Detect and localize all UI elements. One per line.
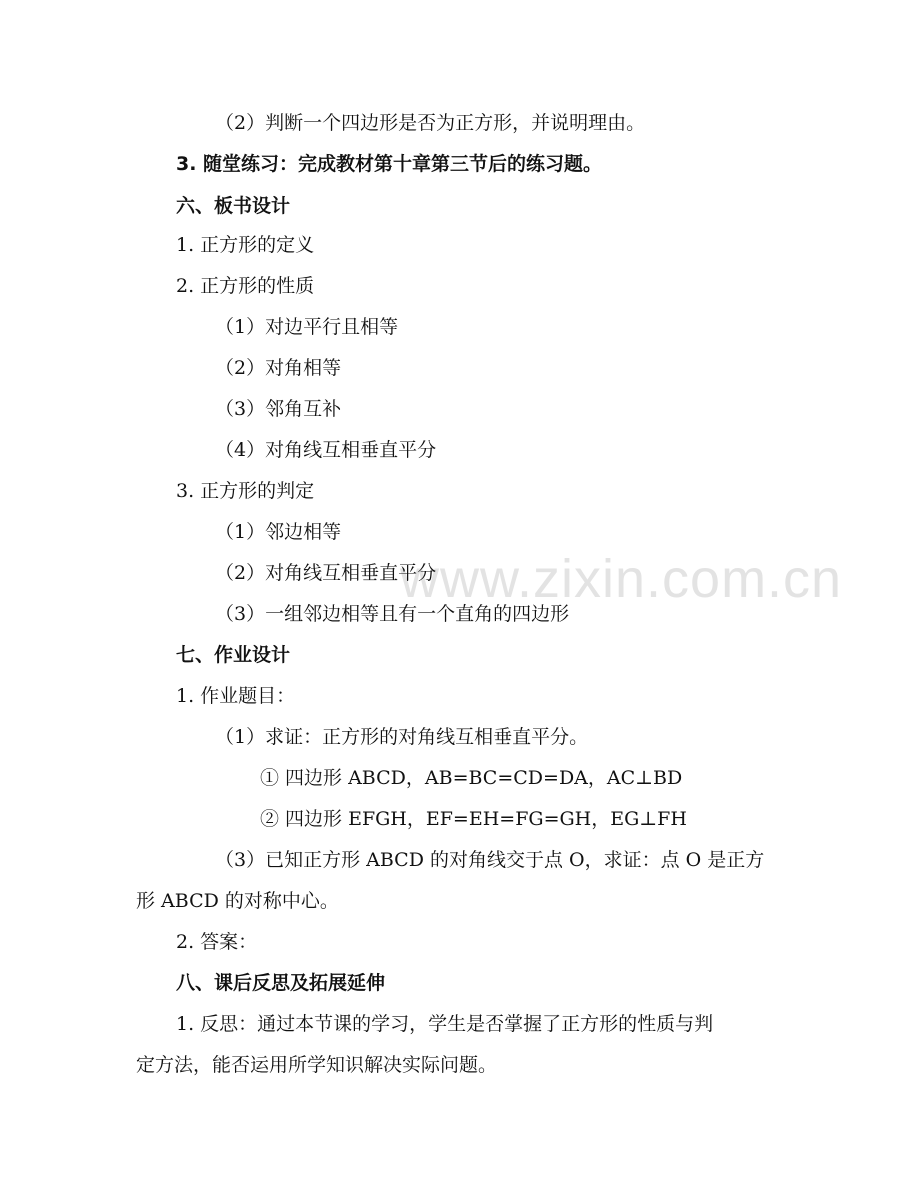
- text-line: 2. 正方形的性质: [176, 275, 315, 297]
- text-line: （2）判断一个四边形是否为正方形，并说明理由。: [215, 112, 646, 134]
- text-line: 形 ABCD 的对称中心。: [136, 890, 339, 912]
- text-line: （2）对角相等: [215, 357, 342, 379]
- text-line: 1. 正方形的定义: [176, 234, 315, 256]
- text-line: （1）求证：正方形的对角线互相垂直平分。: [215, 726, 589, 748]
- text-line: 2. 答案：: [176, 931, 258, 953]
- text-line: （3）邻角互补: [215, 398, 342, 420]
- text-line: （3）已知正方形 ABCD 的对角线交于点 O，求证：点 O 是正方: [215, 849, 765, 871]
- section-heading: 六、板书设计: [176, 195, 291, 217]
- text-line: （1）对边平行且相等: [215, 316, 399, 338]
- text-line: （1）邻边相等: [215, 521, 342, 543]
- text-line: 3. 正方形的判定: [176, 480, 315, 502]
- section-heading: 3. 随堂练习：完成教材第十章第三节后的练习题。: [176, 153, 603, 175]
- text-line: （2）对角线互相垂直平分: [215, 562, 437, 584]
- section-heading: 七、作业设计: [176, 644, 291, 666]
- text-line: （4）对角线互相垂直平分: [215, 439, 437, 461]
- text-line: ② 四边形 EFGH，EF=EH=FG=GH，EG⊥FH: [260, 808, 687, 830]
- text-line: 1. 反思：通过本节课的学习，学生是否掌握了正方形的性质与判: [176, 1013, 714, 1035]
- text-line: 1. 作业题目：: [176, 685, 296, 707]
- text-line: ① 四边形 ABCD，AB=BC=CD=DA，AC⊥BD: [260, 767, 683, 789]
- section-heading: 八、课后反思及拓展延伸: [176, 972, 386, 994]
- text-line: （3）一组邻边相等且有一个直角的四边形: [215, 603, 570, 625]
- watermark-text: www.zixin.com.cn: [400, 549, 843, 609]
- text-line: 定方法，能否运用所学知识解决实际问题。: [136, 1054, 498, 1076]
